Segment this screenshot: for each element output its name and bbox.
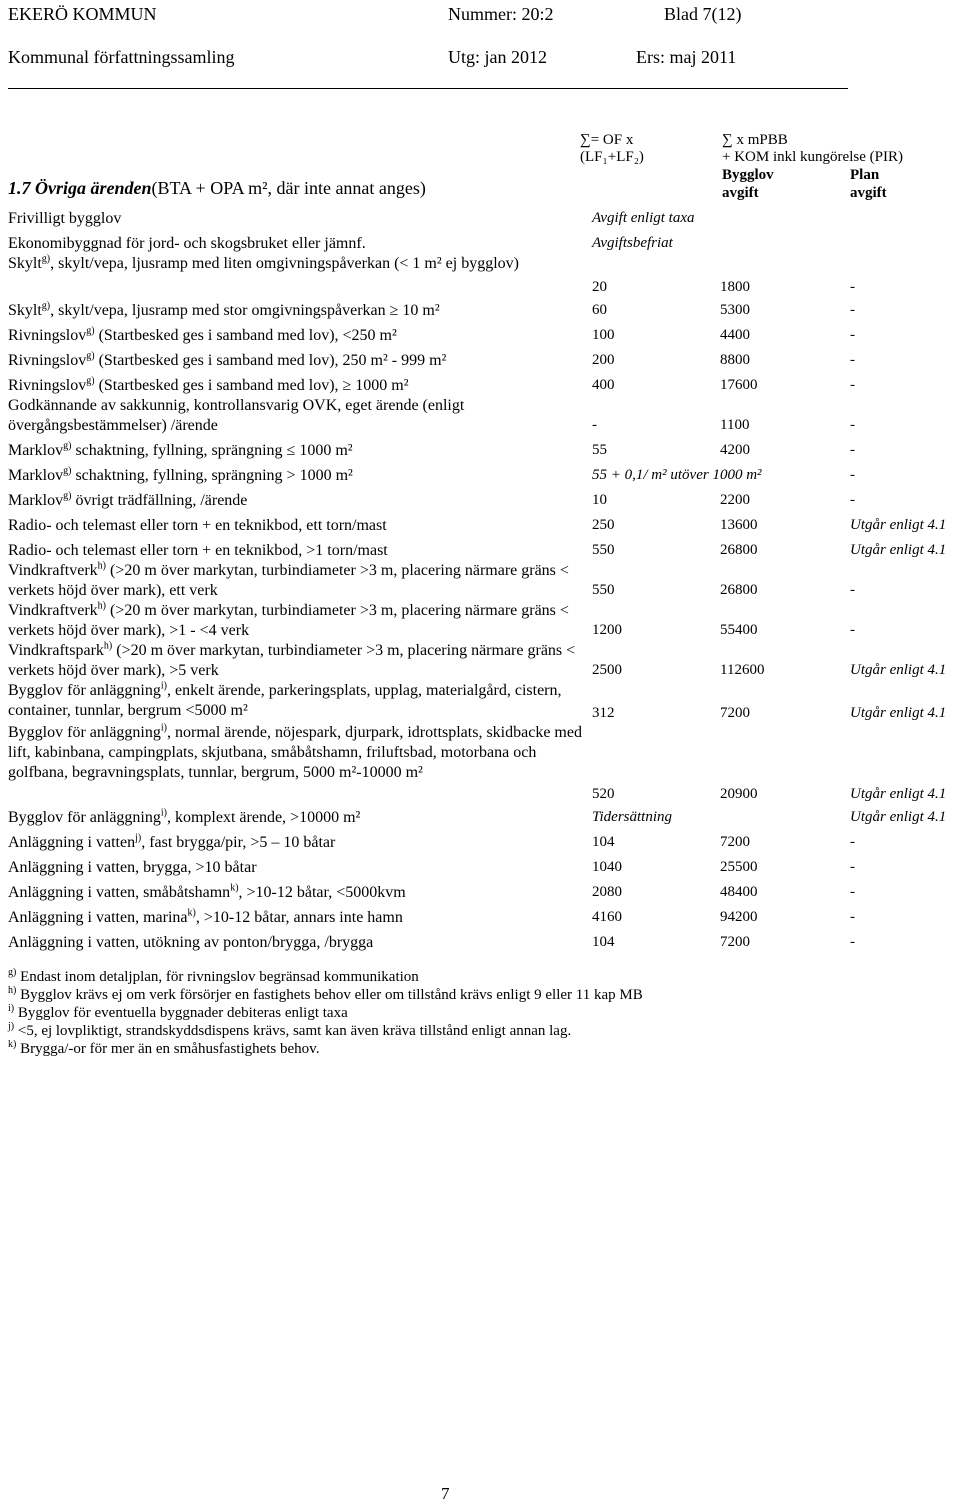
row-of-factor: 550 xyxy=(592,582,615,598)
col2-header-line1: ∑ x mPBB xyxy=(722,132,788,148)
row-of-factor: Avgift enligt taxa xyxy=(592,210,695,226)
plan-subheader: avgift xyxy=(850,185,887,201)
footnote-marker: k) xyxy=(8,1039,17,1050)
row-of-factor: 104 xyxy=(592,934,615,950)
row-description: Godkännande av sakkunnig, kontrollansvarig OVK, eget ärende (enligt övergångsbestämmelser) /ärende xyxy=(8,397,465,434)
row-description: Radio- och telemast eller torn + en teknikbod, >1 torn/mast xyxy=(8,542,388,559)
row-description: Anläggning i vatten, utökning av ponton/brygga, /brygga xyxy=(8,934,374,951)
row-of-factor: 104 xyxy=(592,834,615,850)
section-title xyxy=(8,178,426,199)
plan-header: Plan xyxy=(850,167,880,183)
row-description: Ekonomibyggnad för jord- och skogsbruket eller jämnf. xyxy=(8,235,366,252)
row-plan-fee: Utgår enligt 4.1 xyxy=(850,542,947,558)
row-bygglov-fee: 26800 xyxy=(720,582,758,598)
row-bygglov-fee: 25500 xyxy=(720,859,758,875)
footnote-text: <5, ej lovpliktigt, strandskyddsdispens krävs, samt kan även kräva tillstånd enligt annan lag. xyxy=(14,1023,572,1039)
footnote xyxy=(8,968,643,986)
row-of-factor: 1040 xyxy=(592,859,622,875)
row-bygglov-fee: 7200 xyxy=(720,705,750,721)
row-description: Rivningslov$^{g)}$ (Startbesked ges i samband med lov), <250 m² xyxy=(8,325,397,344)
row-description: Frivilligt bygglov xyxy=(8,210,122,227)
page-number: 7 xyxy=(441,1484,450,1503)
row-bygglov-fee: 48400 xyxy=(720,884,758,900)
row-bygglov-fee: 1800 xyxy=(720,279,750,295)
row-description: Bygglov för anläggning$^{i)}$, normal ärende, nöjespark, djurpark, idrottsplats, skidbacke med lift, kabinbana, campingplats, skjutbana, småbåtshamn, friluftsbad, motorbana och golfbana, begravningsplats, tunnlar, bergrum, 5000 m²-10000 m² xyxy=(8,722,582,781)
col1-header-line2: (LF₁+LF₂) xyxy=(580,149,644,165)
row-plan-fee: - xyxy=(850,492,855,508)
section-title-rest: (BTA + OPA m², där inte annat anges) xyxy=(151,178,426,198)
row-description: Bygglov för anläggning$^{i)}$, komplext ärende, >10000 m² xyxy=(8,807,361,826)
row-of-factor: 312 xyxy=(592,705,615,721)
footnote-text: Bygglov för eventuella byggnader debiteras enligt taxa xyxy=(14,1005,348,1021)
row-description: Radio- och telemast eller torn + en teknikbod, ett torn/mast xyxy=(8,517,387,534)
row-bygglov-fee: 8800 xyxy=(720,352,750,368)
row-of-factor: 100 xyxy=(592,327,615,343)
footnote xyxy=(8,986,643,1004)
row-plan-fee: - xyxy=(850,377,855,393)
issued-date: Utg: jan 2012 xyxy=(448,47,547,67)
row-description: Anläggning i vatten, marina$^{k)}$, >10-12 båtar, annars inte hamn xyxy=(8,907,403,926)
row-plan-fee: - xyxy=(850,934,855,950)
row-bygglov-fee: 13600 xyxy=(720,517,758,533)
row-of-factor: 4160 xyxy=(592,909,622,925)
row-plan-fee: - xyxy=(850,442,855,458)
section-title-main: 1.7 Övriga ärenden xyxy=(8,178,152,198)
row-plan-fee: - xyxy=(850,622,855,638)
row-plan-fee: Utgår enligt 4.1 xyxy=(850,705,947,721)
row-description: Skylt$^{g)}$, skylt/vepa, ljusramp med liten omgivningspåverkan (< 1 m² ej bygglov) xyxy=(8,253,519,272)
row-plan-fee: - xyxy=(850,859,855,875)
row-bygglov-fee: 20900 xyxy=(720,786,758,802)
row-description: Marklov$^{g)}$ övrigt trädfällning, /ärende xyxy=(8,490,248,509)
bygglov-subheader: avgift xyxy=(722,185,759,201)
row-plan-fee: - xyxy=(850,834,855,850)
replaces-date: Ers: maj 2011 xyxy=(636,47,737,67)
row-plan-fee: - xyxy=(850,417,855,433)
row-plan-fee: Utgår enligt 4.1 xyxy=(850,786,947,802)
footnote-marker: g) xyxy=(8,967,17,978)
org-name: EKERÖ KOMMUN xyxy=(8,4,157,24)
bygglov-header: Bygglov xyxy=(722,167,774,183)
row-of-factor: 55 xyxy=(592,442,607,458)
row-plan-fee: - xyxy=(850,909,855,925)
footnote-text: Endast inom detaljplan, för rivningslov begränsad kommunikation xyxy=(16,969,419,985)
footnotes xyxy=(8,968,643,1058)
footnote-marker: j) xyxy=(8,1021,15,1032)
row-of-factor: 550 xyxy=(592,542,615,558)
footnote xyxy=(8,1004,643,1022)
row-bygglov-fee: 26800 xyxy=(720,542,758,558)
row-of-factor: 2080 xyxy=(592,884,622,900)
row-plan-fee: Utgår enligt 4.1 xyxy=(850,517,947,533)
row-description: Anläggning i vatten$^{j)}$, fast brygga/pir, >5 – 10 båtar xyxy=(8,832,336,851)
row-of-factor: 200 xyxy=(592,352,615,368)
row-plan-fee: Utgår enligt 4.1 xyxy=(850,809,947,825)
row-description: Marklov$^{g)}$ schaktning, fyllning, sprängning > 1000 m² xyxy=(8,465,353,484)
collection-name: Kommunal författningssamling xyxy=(8,47,235,67)
row-bygglov-fee: 55400 xyxy=(720,622,758,638)
row-bygglov-fee: 2200 xyxy=(720,492,750,508)
row-plan-fee: - xyxy=(850,884,855,900)
footnote-marker: h) xyxy=(8,985,17,996)
row-description: Vindkraftverk$^{h)}$ (>20 m över markytan, turbindiameter >3 m, placering närmare gräns < verkets höjd över mark), ett verk xyxy=(8,560,569,599)
row-of-factor: 250 xyxy=(592,517,615,533)
row-of-factor: 20 xyxy=(592,279,607,295)
footnote-text: Brygga/-or för mer än en småhusfastighets behov. xyxy=(16,1041,320,1057)
row-of-factor: Tidersättning xyxy=(592,809,673,825)
sheet-number: Blad 7(12) xyxy=(664,4,742,24)
row-description: Marklov$^{g)}$ schaktning, fyllning, sprängning ≤ 1000 m² xyxy=(8,440,353,459)
row-description: Vindkraftspark$^{h)}$ (>20 m över markytan, turbindiameter >3 m, placering närmare gräns < verkets höjd över mark), >5 verk xyxy=(8,640,576,679)
row-description: Rivningslov$^{g)}$ (Startbesked ges i samband med lov), ≥ 1000 m² xyxy=(8,375,409,394)
footnote xyxy=(8,1022,643,1040)
row-of-factor: 520 xyxy=(592,786,615,802)
row-description: Vindkraftverk$^{h)}$ (>20 m över markytan, turbindiameter >3 m, placering närmare gräns < verkets höjd över mark), >1 - <4 verk xyxy=(8,600,569,639)
row-of-factor: 10 xyxy=(592,492,607,508)
row-description: Bygglov för anläggning$^{i)}$, enkelt ärende, parkeringsplats, upplag, materialgård, cistern, container, tunnlar, bergrum <5000 m² xyxy=(8,680,562,719)
row-bygglov-fee: 5300 xyxy=(720,302,750,318)
row-plan-fee: - xyxy=(850,467,855,483)
row-of-factor: 400 xyxy=(592,377,615,393)
row-plan-fee: Utgår enligt 4.1 xyxy=(850,662,947,678)
footnote-marker: i) xyxy=(8,1003,15,1014)
row-bygglov-fee: 94200 xyxy=(720,909,758,925)
row-of-factor: 60 xyxy=(592,302,607,318)
header-rule xyxy=(8,88,848,89)
row-plan-fee: - xyxy=(850,582,855,598)
footnote xyxy=(8,1040,643,1058)
row-of-factor: 2500 xyxy=(592,662,622,678)
row-description: Skylt$^{g)}$, skylt/vepa, ljusramp med stor omgivningspåverkan ≥ 10 m² xyxy=(8,300,440,319)
row-of-factor: - xyxy=(592,417,597,433)
col1-header-line1: ∑= OF x xyxy=(580,132,634,148)
row-of-factor: Avgiftsbefriat xyxy=(592,235,673,251)
row-plan-fee: - xyxy=(850,352,855,368)
row-plan-fee: - xyxy=(850,302,855,318)
row-description: Rivningslov$^{g)}$ (Startbesked ges i samband med lov), 250 m² - 999 m² xyxy=(8,350,447,369)
row-of-factor: 1200 xyxy=(592,622,622,638)
document-number: Nummer: 20:2 xyxy=(448,4,554,24)
row-bygglov-fee: 7200 xyxy=(720,834,750,850)
row-bygglov-fee: 4400 xyxy=(720,327,750,343)
row-bygglov-fee: 4200 xyxy=(720,442,750,458)
footnote-text: Bygglov krävs ej om verk försörjer en fastighets behov eller om tillstånd krävs enligt 9 eller 11 kap MB xyxy=(16,987,643,1003)
row-bygglov-fee: 7200 xyxy=(720,934,750,950)
row-of-factor: 55 + 0,1/ m² utöver 1000 m² xyxy=(592,467,762,483)
col2-header-line2: + KOM inkl kungörelse (PIR) xyxy=(722,149,903,165)
row-plan-fee: - xyxy=(850,279,855,295)
row-bygglov-fee: 112600 xyxy=(720,662,765,678)
row-bygglov-fee: 17600 xyxy=(720,377,758,393)
row-plan-fee: - xyxy=(850,327,855,343)
row-description: Anläggning i vatten, småbåtshamn$^{k)}$, >10-12 båtar, <5000kvm xyxy=(8,882,406,901)
row-description: Anläggning i vatten, brygga, >10 båtar xyxy=(8,859,257,876)
row-bygglov-fee: 1100 xyxy=(720,417,750,433)
